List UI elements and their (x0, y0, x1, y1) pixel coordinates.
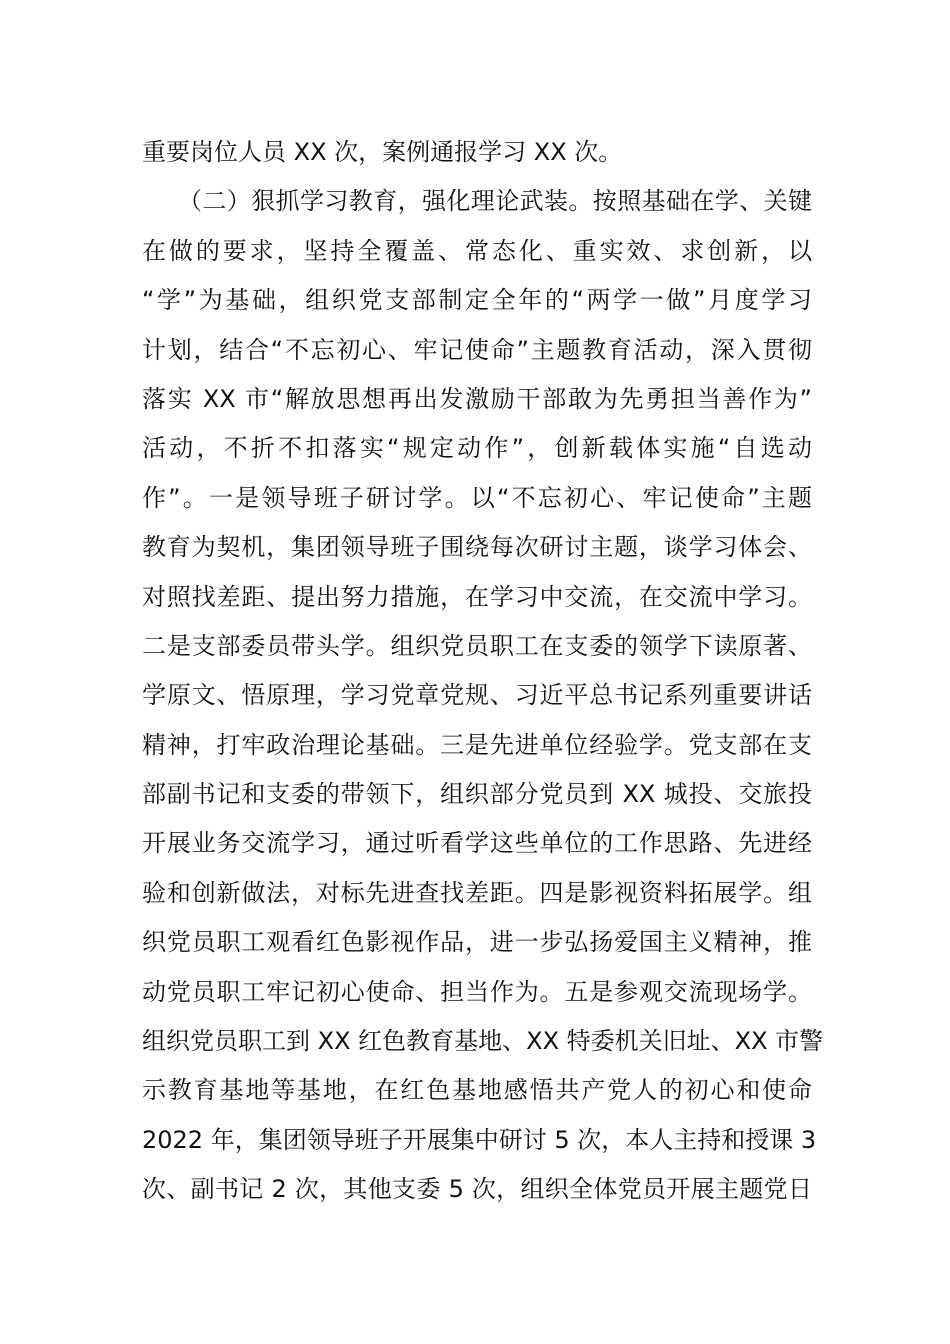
text-line: 对照找差距、提出努力措施，在学习中交流，在交流中学习。 (142, 582, 812, 611)
text-line: 动党员职工牢记初心使命、担当作为。五是参观交流现场学。 (142, 977, 812, 1006)
text-line: “学”为基础，组织党支部制定全年的“两学一做”月度学习 (142, 286, 812, 315)
text-line: 2022 年，集团领导班子开展集中研讨 5 次，本人主持和授课 3 (142, 1125, 817, 1154)
text-line: 组织党员职工到 XX 红色教育基地、XX 特委机关旧址、XX 市警 (142, 1027, 824, 1056)
text-line: 精神，打牢政治理论基础。三是先进单位经验学。党支部在支 (142, 730, 812, 759)
text-line: 验和创新做法，对标先进查找差距。四是影视资料拓展学。组 (142, 878, 812, 907)
text-line: 部副书记和支委的带领下，组织部分党员到 XX 城投、交旅投 (142, 780, 812, 809)
paragraph-heading-line: （二）狠抓学习教育，强化理论武装。按照基础在学、关键 (178, 187, 812, 216)
text-line: 示教育基地等基地，在红色基地感悟共产党人的初心和使命 (142, 1076, 812, 1105)
text-line: 二是支部委员带头学。组织党员职工在支委的领学下读原著、 (142, 631, 812, 660)
text-line: 学原文、悟原理，学习党章党规、习近平总书记系列重要讲话 (142, 681, 812, 710)
text-line: 织党员职工观看红色影视作品，进一步弘扬爱国主义精神，推 (142, 928, 812, 957)
text-line: 在做的要求，坚持全覆盖、常态化、重实效、求创新，以 (142, 236, 812, 265)
document-body (142, 128, 824, 1215)
text-line: 计划，结合“不忘初心、牢记使命”主题教育活动，深入贯彻 (142, 335, 812, 364)
text-line: 作”。一是领导班子研讨学。以“不忘初心、牢记使命”主题 (142, 483, 812, 512)
text-line: 重要岗位人员 XX 次，案例通报学习 XX 次。 (142, 138, 623, 166)
text-line: 开展业务交流学习，通过听看学这些单位的工作思路、先进经 (142, 829, 812, 858)
text-line: 落实 XX 市“解放思想再出发激励干部敢为先勇担当善作为” (142, 384, 812, 413)
text-line: 活动，不折不扣落实“规定动作”，创新载体实施“自选动 (142, 434, 812, 463)
text-line: 次、副书记 2 次，其他支委 5 次，组织全体党员开展主题党日 (142, 1175, 812, 1204)
text-line: 教育为契机，集团领导班子围绕每次研讨主题，谈学习体会、 (142, 533, 812, 562)
